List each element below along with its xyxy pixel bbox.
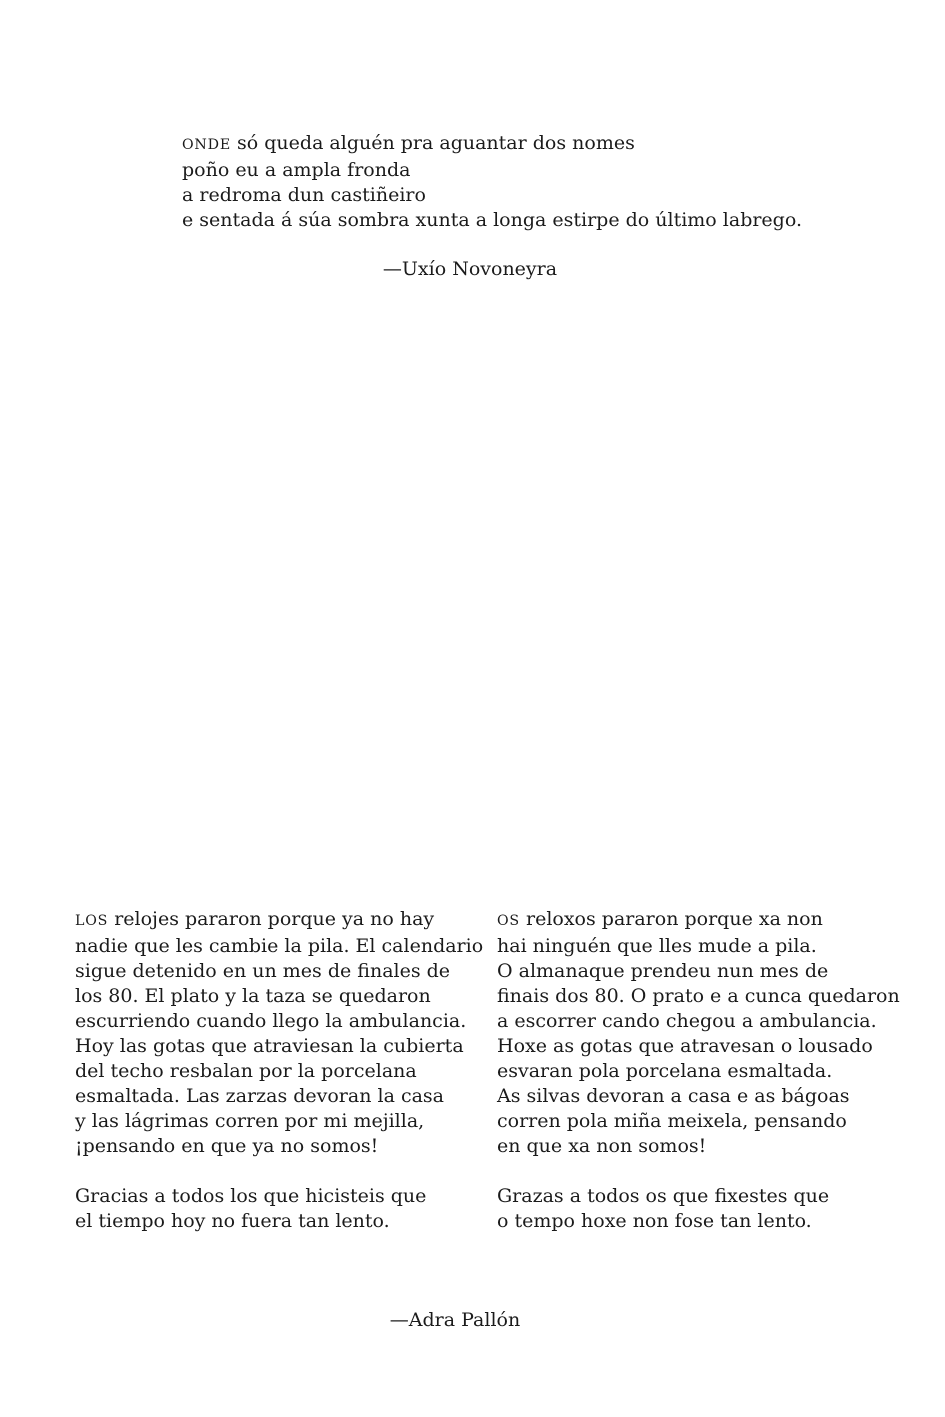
poem-line: finais dos 80. O prato e a cunca quedaron (497, 985, 900, 1007)
poem-line: O almanaque prendeu nun mes de (497, 960, 829, 982)
epigraph-line: a redroma dun castiñeiro (182, 184, 426, 206)
poem-line: Gracias a todos los que hicisteis que (75, 1185, 427, 1207)
poem-line (75, 907, 485, 934)
poem-attribution: —Adra Pallón (389, 1309, 521, 1331)
poem-line: Hoxe as gotas que atravesan o lousado (497, 1035, 873, 1057)
stanza (497, 1184, 907, 1234)
poem-line: sigue detenido en un mes de finales de (75, 960, 451, 982)
poem-line: a escorrer cando chegou a ambulancia. (497, 1010, 877, 1032)
poem-line: y las lágrimas corren por mi mejilla, (75, 1110, 425, 1132)
stanza (75, 1184, 485, 1234)
poem-line-text: reloxos pararon porque xa non (526, 908, 823, 930)
poem-line (497, 907, 907, 934)
epigraph-attribution: —Uxío Novoneyra (382, 258, 558, 280)
poem-line: esmaltada. Las zarzas devoran la casa (75, 1085, 444, 1107)
poem-line: As silvas devoran a casa e as bágoas (497, 1085, 850, 1107)
epigraph-block (182, 131, 802, 233)
stanza (497, 907, 907, 1159)
poem-column-spanish (75, 907, 485, 1234)
poem-line: en que xa non somos! (497, 1135, 707, 1157)
poem-lead-small-caps: OS (497, 913, 520, 929)
poem-line: nadie que les cambie la pila. El calendario (75, 935, 484, 957)
stanza (75, 907, 485, 1159)
poem-line: el tiempo hoy no fuera tan lento. (75, 1210, 390, 1232)
poem-line: hai ninguén que lles mude a pila. (497, 935, 817, 957)
epigraph-line: e sentada á súa sombra xunta a longa estirpe do último labrego. (182, 209, 802, 231)
epigraph-line: poño eu a ampla fronda (182, 159, 411, 181)
poem-line: corren pola miña meixela, pensando (497, 1110, 847, 1132)
poem-line: esvaran pola porcelana esmaltada. (497, 1060, 833, 1082)
poem-line: del techo resbalan por la porcelana (75, 1060, 417, 1082)
poem-line: escurriendo cuando llego la ambulancia. (75, 1010, 467, 1032)
poem-column-galician (497, 907, 907, 1234)
poem-line-text: relojes pararon porque ya no hay (114, 908, 435, 930)
poem-line: ¡pensando en que ya no somos! (75, 1135, 379, 1157)
epigraph-lead-small-caps: ONDE (182, 137, 231, 153)
epigraph-line (182, 131, 802, 158)
poem-line: Grazas a todos os que fixestes que (497, 1185, 830, 1207)
poem-lead-small-caps: LOS (75, 913, 109, 929)
poem-line: o tempo hoxe non fose tan lento. (497, 1210, 812, 1232)
poem-line: Hoy las gotas que atraviesan la cubierta (75, 1035, 464, 1057)
epigraph-line-text: só queda alguén pra aguantar dos nomes (237, 132, 635, 154)
poem-line: los 80. El plato y la taza se quedaron (75, 985, 431, 1007)
